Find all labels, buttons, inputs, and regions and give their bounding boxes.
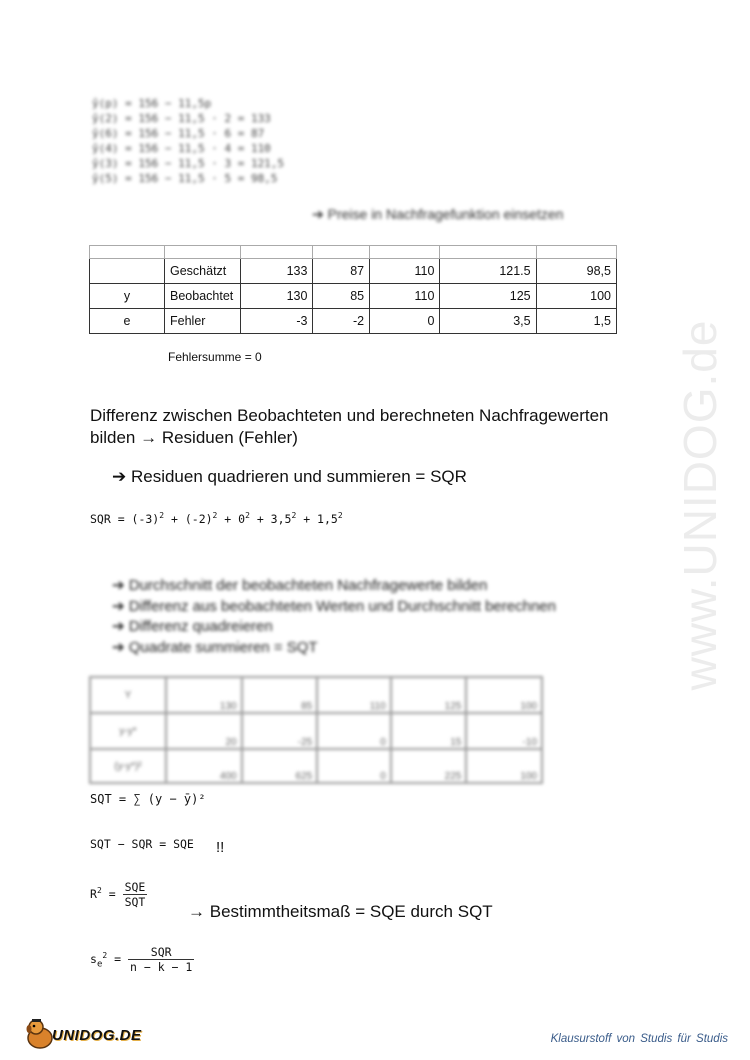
logo-text: UNIDOG.DE (52, 1027, 142, 1044)
watermark: www.UNIDOG.de (674, 319, 726, 691)
table-row: Geschätzt 133 87 110 121.5 98,5 (90, 259, 617, 284)
table-row: (y-y*)² 400 625 0 225 100 (90, 749, 542, 783)
table-row: y-y* 20 -25 0 15 -10 (90, 713, 542, 749)
bullet-sqr: ➔ Residuen quadrieren und summieren = SQR (112, 467, 467, 486)
list-item: ➔ Durchschnitt der beobachteten Nachfragewerte bilden (112, 577, 488, 594)
table-row: Y 130 85 110 125 100 (90, 677, 542, 713)
r-squared-fraction: $\frac{\text{SQE}}{\text{SQT}}$ (124, 880, 146, 909)
list-item: ➔ Quadrate summieren = SQT (112, 638, 318, 656)
sqt-table (89, 676, 543, 784)
arrow-right-icon: ➔ (312, 206, 328, 222)
arrow-right-icon: ➔ (112, 467, 131, 486)
calc-line: ŷ(2) = 156 − 11,5 · 2 = 133 (92, 112, 271, 125)
table-row: e Fehler -3 -2 0 3,5 1,5 (90, 309, 617, 334)
calculation-block (92, 96, 284, 186)
error-sum: Fehlersumme = 0 (168, 350, 262, 364)
table-row: y Beobachtet 130 85 110 125 100 (90, 284, 617, 309)
list-item: ➔ Differenz aus beobachteten Werten und Durchschnitt berechnen (112, 597, 556, 615)
footer-tagline: Klausurstoff von Studis für Studis (550, 1033, 728, 1045)
exclamation: !! (216, 839, 225, 856)
sqe-formula: SQT − SQR = SQE (90, 837, 194, 851)
arrow-right-icon: ➔ (112, 618, 129, 635)
sqr-formula: SQR = $(-3)^2 + (-2)^2 + 0^2 + 3,5^2 + 1,5^2$ (90, 511, 343, 526)
calc-line: ŷ(6) = 156 − 11,5 · 6 = 87 (92, 127, 265, 140)
arrow-right-icon: → (188, 902, 210, 921)
calc-line: ŷ(p) = 156 − 11,5p (92, 97, 212, 110)
variance-formula: $s_e^2$ = $\frac{\text{SQR}}{n - k - 1}$ (90, 945, 193, 974)
arrow-right-icon: ➔ (112, 597, 129, 615)
sqt-formula: SQT = ∑ (y − ȳ)² (90, 792, 206, 806)
sqt-steps-list (112, 576, 556, 658)
residual-table (89, 245, 617, 334)
arrow-right-icon: ➔ (112, 638, 129, 656)
calc-line: ŷ(3) = 156 − 11,5 · 3 = 121,5 (92, 157, 285, 170)
r-squared-formula: $R^2$ = $\frac{\text{SQE}}{\text{SQT}}$ (90, 880, 146, 909)
table-row (90, 246, 617, 259)
r-squared-note: → Bestimmtheitsmaß = SQE durch SQT (188, 902, 493, 921)
calc-line: ŷ(5) = 156 − 11,5 · 5 = 98,5 (92, 172, 278, 185)
paragraph-residuals: Differenz zwischen Beobachteten und berechneten Nachfragewerten bilden → Residuen (Fehler) (90, 406, 609, 447)
calc-line: ŷ(4) = 156 − 11,5 · 4 = 110 (92, 142, 271, 155)
arrow-right-icon: ➔ (112, 577, 129, 594)
variance-fraction: $\frac{\text{SQR}}{n - k - 1}$ (130, 945, 193, 974)
calc-note: ➔ Preise in Nachfragefunktion einsetzen (312, 206, 564, 222)
list-item: ➔ Differenz quadreieren (112, 618, 273, 635)
